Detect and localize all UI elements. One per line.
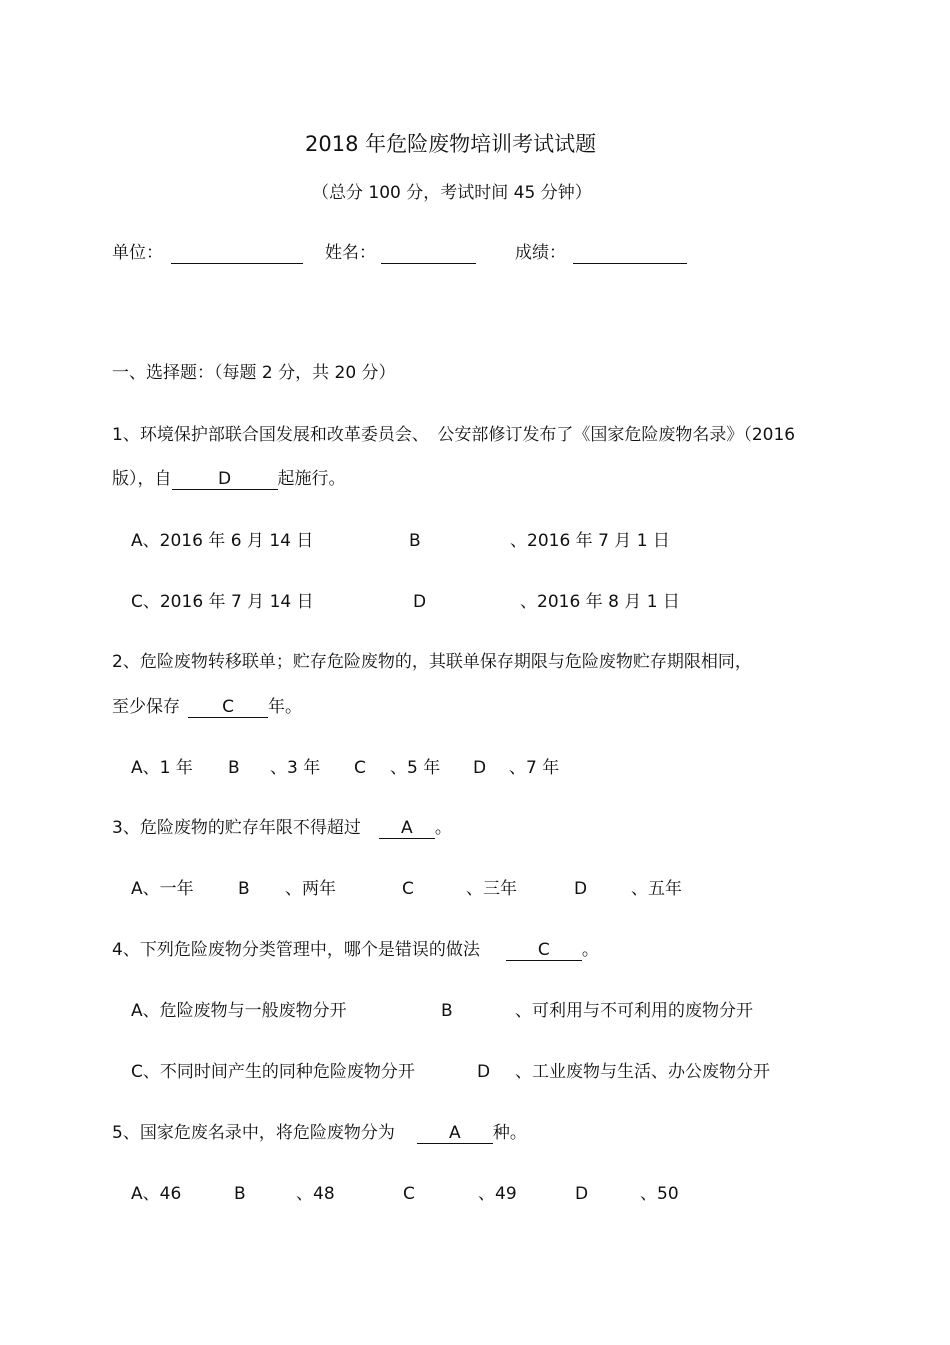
q1-option-b-text[interactable]: 、2016 年 7 月 1 日 xyxy=(510,531,670,551)
score-field xyxy=(515,242,566,264)
q3-option-c-text[interactable]: 、三年 xyxy=(466,879,517,899)
question-4-answer[interactable]: C xyxy=(506,941,582,961)
q5-option-d-text[interactable]: 、50 xyxy=(640,1184,679,1204)
question-3-post: 。 xyxy=(434,818,452,838)
unit-label: 单位： xyxy=(112,243,163,263)
score-label: 成绩： xyxy=(515,243,566,263)
question-3-pre: 3、危险废物的贮存年限不得超过 xyxy=(112,818,361,838)
question-4-line xyxy=(112,939,599,961)
q3-option-b-text[interactable]: 、两年 xyxy=(285,879,336,899)
q2-option-b-letter[interactable]: B xyxy=(228,758,240,778)
q3-option-a[interactable]: A、一年 xyxy=(131,879,194,899)
q5-option-a[interactable]: A、46 xyxy=(131,1184,182,1204)
q1-option-a[interactable]: A、2016 年 6 月 14 日 xyxy=(131,531,314,551)
q2-option-c-text[interactable]: 、5 年 xyxy=(390,758,441,778)
question-5-answer[interactable]: A xyxy=(417,1124,493,1144)
q1-option-b-letter[interactable]: B xyxy=(409,531,421,551)
question-4-post: 。 xyxy=(581,940,599,960)
unit-field xyxy=(112,242,163,264)
q3-option-d-letter[interactable]: D xyxy=(574,879,588,899)
question-2-line2 xyxy=(112,696,302,718)
q5-option-d-letter[interactable]: D xyxy=(575,1184,589,1204)
question-1-answer[interactable]: D xyxy=(172,470,278,490)
q1-option-d-letter[interactable]: D xyxy=(413,592,427,612)
q2-option-a[interactable]: A、1 年 xyxy=(131,758,193,778)
q5-option-c-letter[interactable]: C xyxy=(403,1184,415,1204)
q4-option-b-letter[interactable]: B xyxy=(441,1001,453,1021)
q2-option-b-text[interactable]: 、3 年 xyxy=(270,758,321,778)
q2-option-c-letter[interactable]: C xyxy=(354,758,366,778)
q5-option-c-text[interactable]: 、49 xyxy=(478,1184,517,1204)
question-1-post: 起施行。 xyxy=(277,469,346,489)
section-heading: 一、选择题：（每题 2 分，共 20 分） xyxy=(112,363,396,383)
score-blank[interactable] xyxy=(573,244,687,264)
q2-option-d-letter[interactable]: D xyxy=(473,758,487,778)
name-field xyxy=(325,242,376,264)
question-3-answer[interactable]: A xyxy=(379,819,435,839)
question-4-pre: 4、下列危险废物分类管理中，哪个是错误的做法 xyxy=(112,940,480,960)
q2-option-d-text[interactable]: 、7 年 xyxy=(509,758,560,778)
name-blank[interactable] xyxy=(381,244,476,264)
document-title: 2018 年危险废物培训考试试题 xyxy=(305,132,597,156)
q1-option-d-text[interactable]: 、2016 年 8 月 1 日 xyxy=(520,592,680,612)
q3-option-c-letter[interactable]: C xyxy=(402,879,414,899)
q1-option-c[interactable]: C、2016 年 7 月 14 日 xyxy=(131,592,314,612)
q4-option-d-text[interactable]: 、工业废物与生活、办公废物分开 xyxy=(515,1062,770,1082)
question-1-pre: 版），自 xyxy=(112,469,172,489)
question-3-line xyxy=(112,817,452,839)
q5-option-b-letter[interactable]: B xyxy=(234,1184,246,1204)
name-label: 姓名： xyxy=(325,243,376,263)
q3-option-d-text[interactable]: 、五年 xyxy=(631,879,682,899)
q4-option-d-letter[interactable]: D xyxy=(477,1062,491,1082)
question-1-line2 xyxy=(112,468,346,490)
question-2-pre: 至少保存 xyxy=(112,697,180,717)
question-2-line1: 2、危险废物转移联单；贮存危险废物的，其联单保存期限与危险废物贮存期限相同， xyxy=(112,652,752,672)
question-5-line xyxy=(112,1122,527,1144)
q4-option-c[interactable]: C、不同时间产生的同种危险废物分开 xyxy=(131,1062,415,1082)
question-1-line1: 1、环境保护部联合国发展和改革委员会、 公安部修订发布了《国家危险废物名录》（2016 xyxy=(112,425,796,445)
q4-option-b-text[interactable]: 、可利用与不可利用的废物分开 xyxy=(515,1001,753,1021)
document-subtitle: （总分 100 分，考试时间 45 分钟） xyxy=(312,183,592,203)
question-5-pre: 5、国家危废名录中，将危险废物分为 xyxy=(112,1123,395,1143)
q3-option-b-letter[interactable]: B xyxy=(238,879,250,899)
question-2-answer[interactable]: C xyxy=(188,698,268,718)
q5-option-b-text[interactable]: 、48 xyxy=(296,1184,335,1204)
question-5-post: 种。 xyxy=(492,1123,527,1143)
question-2-post: 年。 xyxy=(268,697,302,717)
unit-blank[interactable] xyxy=(171,244,303,264)
q4-option-a[interactable]: A、危险废物与一般废物分开 xyxy=(131,1001,347,1021)
